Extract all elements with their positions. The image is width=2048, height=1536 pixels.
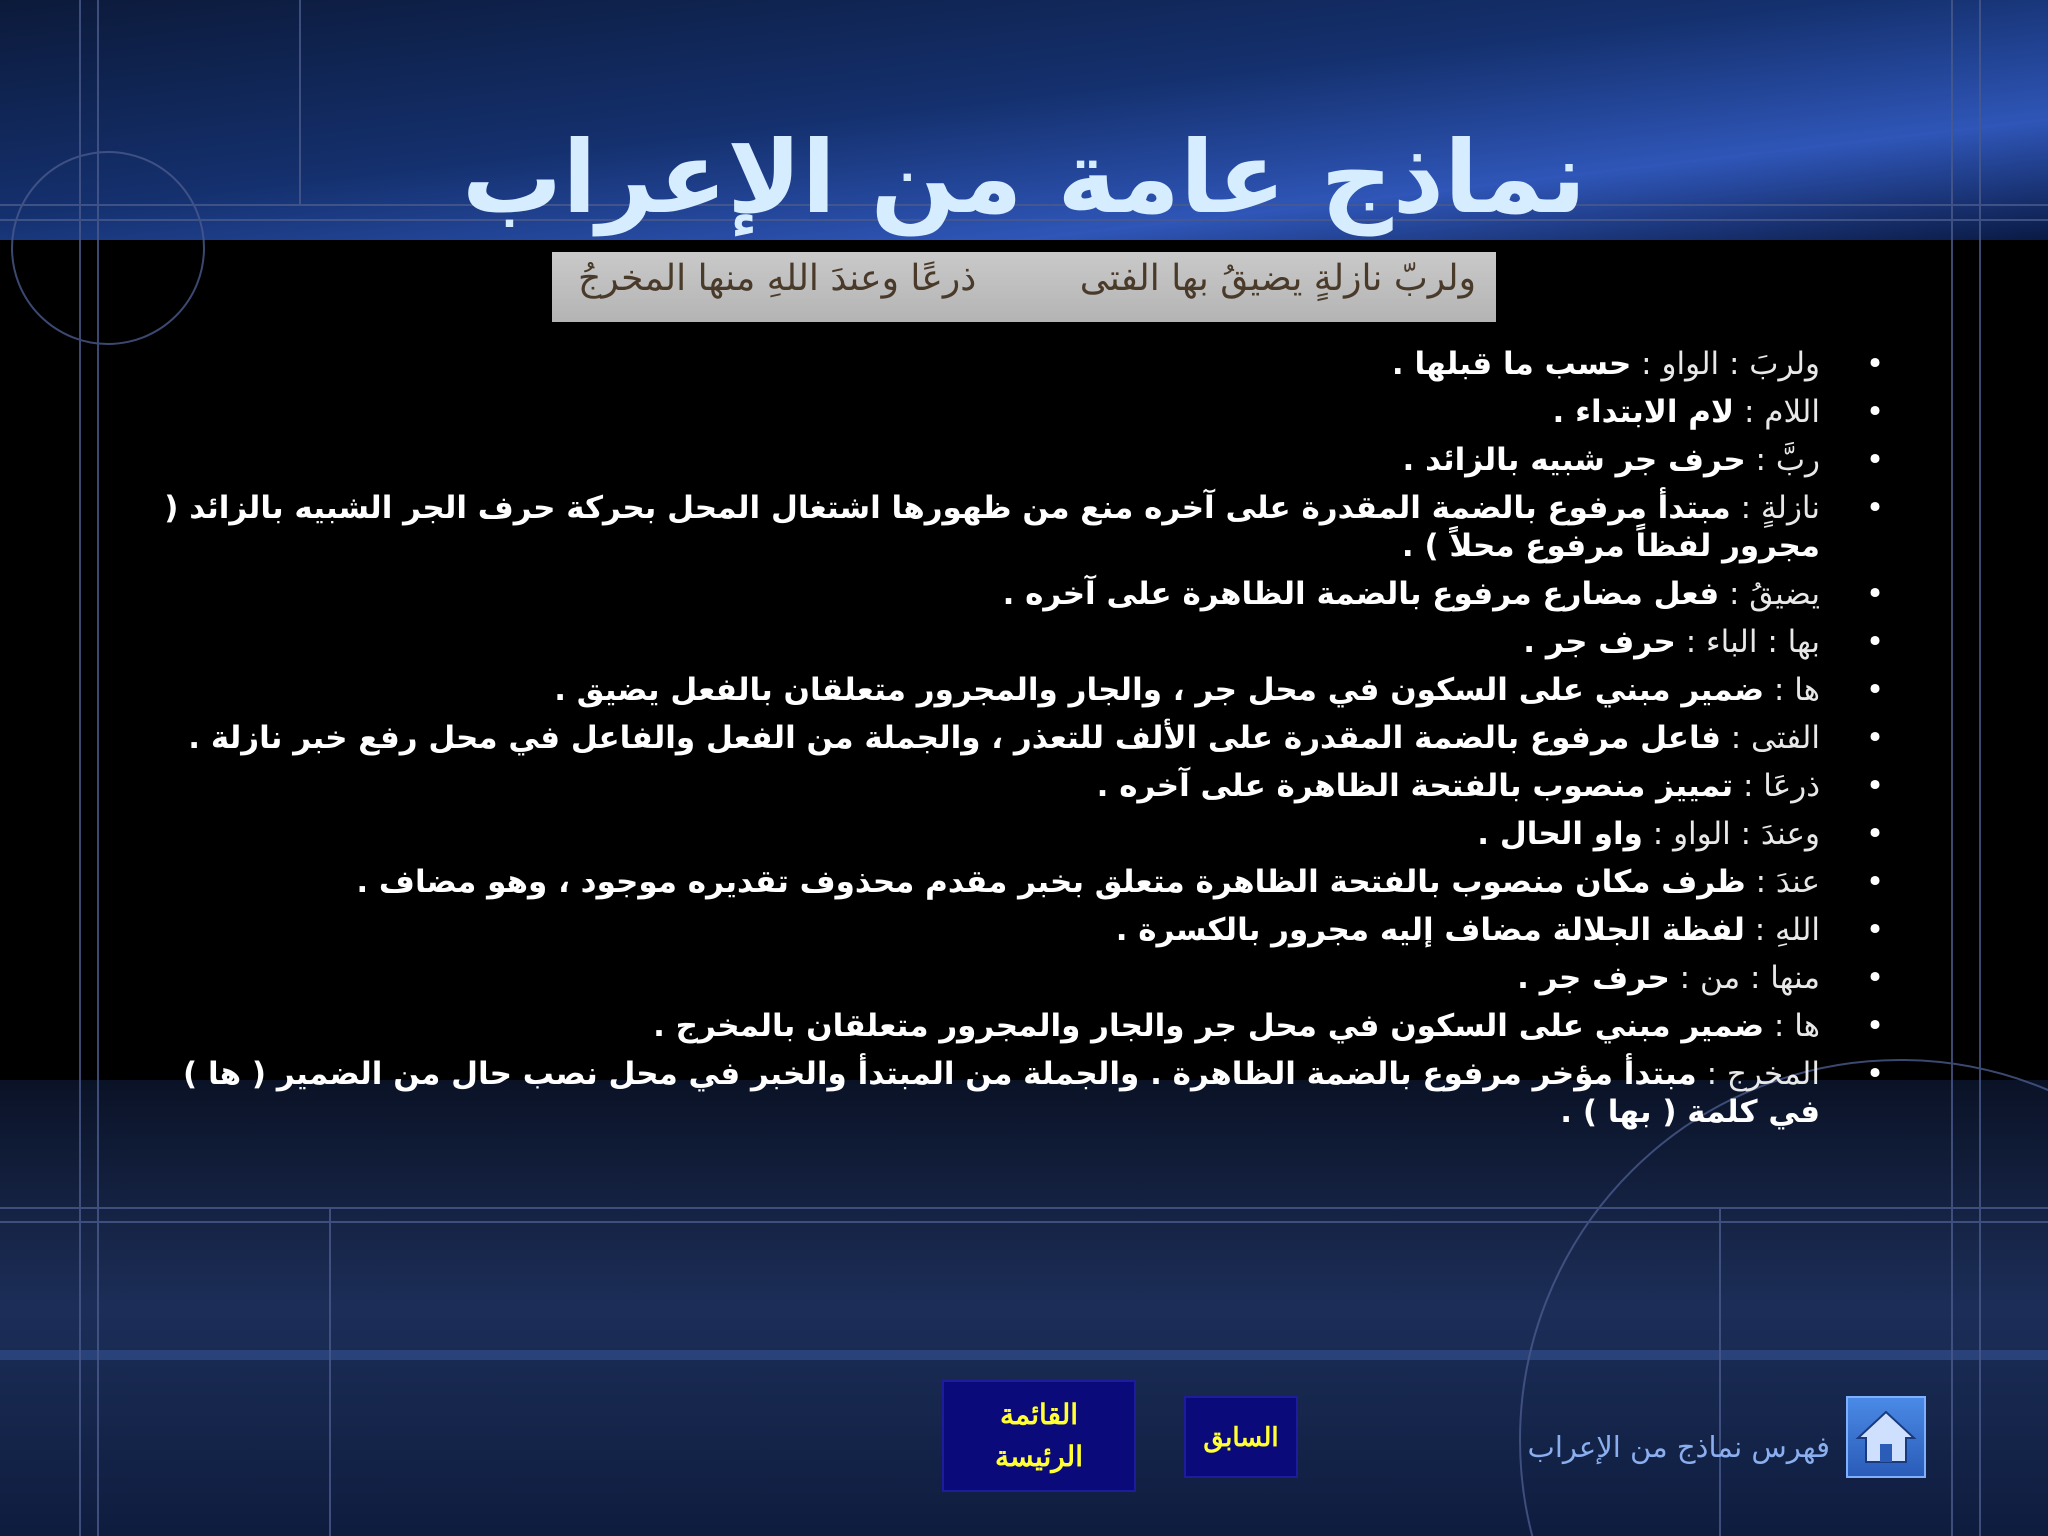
main-menu-button[interactable] (942, 1380, 1136, 1492)
bullet: • (1865, 912, 1885, 948)
item-term: بها : الباء : (1675, 624, 1820, 660)
item-term: عندَ : (1745, 864, 1820, 900)
verse-image (552, 252, 1496, 322)
list-item (150, 671, 1890, 709)
bullet: • (1865, 490, 1885, 526)
bullet: • (1865, 394, 1885, 430)
item-description: حرف جر . (1523, 624, 1676, 660)
parsing-list (150, 345, 1890, 1141)
item-term: منها : من : (1669, 960, 1820, 996)
list-item (150, 623, 1890, 661)
bullet: • (1865, 576, 1885, 612)
item-description: ظرف مكان منصوب بالفتحة الظاهرة متعلق بخبر مقدم محذوف تقديره موجود ، وهو مضاف . (356, 864, 1746, 900)
item-description: حرف جر شبيه بالزائد . (1402, 442, 1746, 478)
main-menu-label-line1: القائمة (1000, 1399, 1078, 1430)
main-menu-label-line2: الرئيسة (995, 1441, 1083, 1472)
bullet: • (1865, 346, 1885, 382)
item-term: اللهِ : (1744, 912, 1820, 948)
bullet: • (1865, 624, 1885, 660)
list-item (150, 345, 1890, 383)
item-description: حرف جر . (1517, 960, 1670, 996)
home-button[interactable] (1846, 1396, 1926, 1478)
bullet: • (1865, 960, 1885, 996)
verse-second-hemistich: ذرعًا وعندَ اللهِ منها المخرجُ (578, 258, 977, 299)
list-item (150, 575, 1890, 613)
list-item (150, 393, 1890, 431)
item-description: واو الحال . (1477, 816, 1643, 852)
verse-first-hemistich: ولربّ نازلةٍ يضيقُ بها الفتى (1079, 258, 1476, 299)
item-description: لفظة الجلالة مضاف إليه مجرور بالكسرة . (1115, 912, 1745, 948)
list-item (150, 863, 1890, 901)
item-description: فاعل مرفوع بالضمة المقدرة على الألف للتعذر ، والجملة من الفعل والفاعل في محل رفع خبر نازلة . (188, 720, 1721, 756)
item-term: ها : (1764, 1008, 1820, 1044)
bullet: • (1865, 1056, 1885, 1092)
item-description: لام الابتداء . (1552, 394, 1735, 430)
item-term: وعندَ : الواو : (1642, 816, 1820, 852)
list-item (150, 815, 1890, 853)
bullet: • (1865, 442, 1885, 478)
bullet: • (1865, 768, 1885, 804)
item-term: ذرعَا : (1733, 768, 1820, 804)
list-item (150, 719, 1890, 757)
bullet: • (1865, 864, 1885, 900)
item-description: حسب ما قبلها . (1391, 346, 1632, 382)
home-icon (1848, 1398, 1924, 1476)
item-term: يضيقُ : (1719, 576, 1820, 612)
item-term: نازلةٍ : (1730, 490, 1820, 526)
item-term: ها : (1764, 672, 1820, 708)
item-description: تمييز منصوب بالفتحة الظاهرة على آخره . (1096, 768, 1734, 804)
item-term: ولربَ : الواو : (1631, 346, 1820, 382)
list-item (150, 441, 1890, 479)
list-item (150, 959, 1890, 997)
previous-button[interactable]: السابق (1184, 1396, 1298, 1478)
item-description: فعل مضارع مرفوع بالضمة الظاهرة على آخره . (1002, 576, 1720, 612)
list-item (150, 1007, 1890, 1045)
bullet: • (1865, 816, 1885, 852)
bullet: • (1865, 672, 1885, 708)
list-item (150, 1055, 1890, 1131)
bullet: • (1865, 720, 1885, 756)
slide-title: نماذج عامة من الإعراب (461, 119, 1587, 236)
index-link[interactable]: فهرس نماذج من الإعراب (1527, 1430, 1830, 1464)
item-description: ضمير مبني على السكون في محل جر والجار والمجرور متعلقان بالمخرج . (653, 1008, 1765, 1044)
item-term: ربَّ : (1745, 442, 1820, 478)
item-description: مبتدأ مرفوع بالضمة المقدرة على آخره منع من ظهورها اشتغال المحل بحركة حرف الجر الشبيه بالزائد ( مجرور لفظاً مرفوع محلاً ) . (164, 490, 1820, 564)
item-description: ضمير مبني على السكون في محل جر ، والجار والمجرور متعلقان بالفعل يضيق . (554, 672, 1765, 708)
item-term: اللام : (1734, 394, 1820, 430)
item-description: مبتدأ مؤخر مرفوع بالضمة الظاهرة . والجملة من المبتدأ والخبر في محل نصب حال من الضمير ( ها ) في كلمة ( بها ) . (183, 1056, 1820, 1130)
item-term: المخرج : (1696, 1056, 1820, 1092)
list-item (150, 489, 1890, 565)
item-term: الفتى : (1720, 720, 1820, 756)
list-item (150, 911, 1890, 949)
bullet: • (1865, 1008, 1885, 1044)
list-item (150, 767, 1890, 805)
